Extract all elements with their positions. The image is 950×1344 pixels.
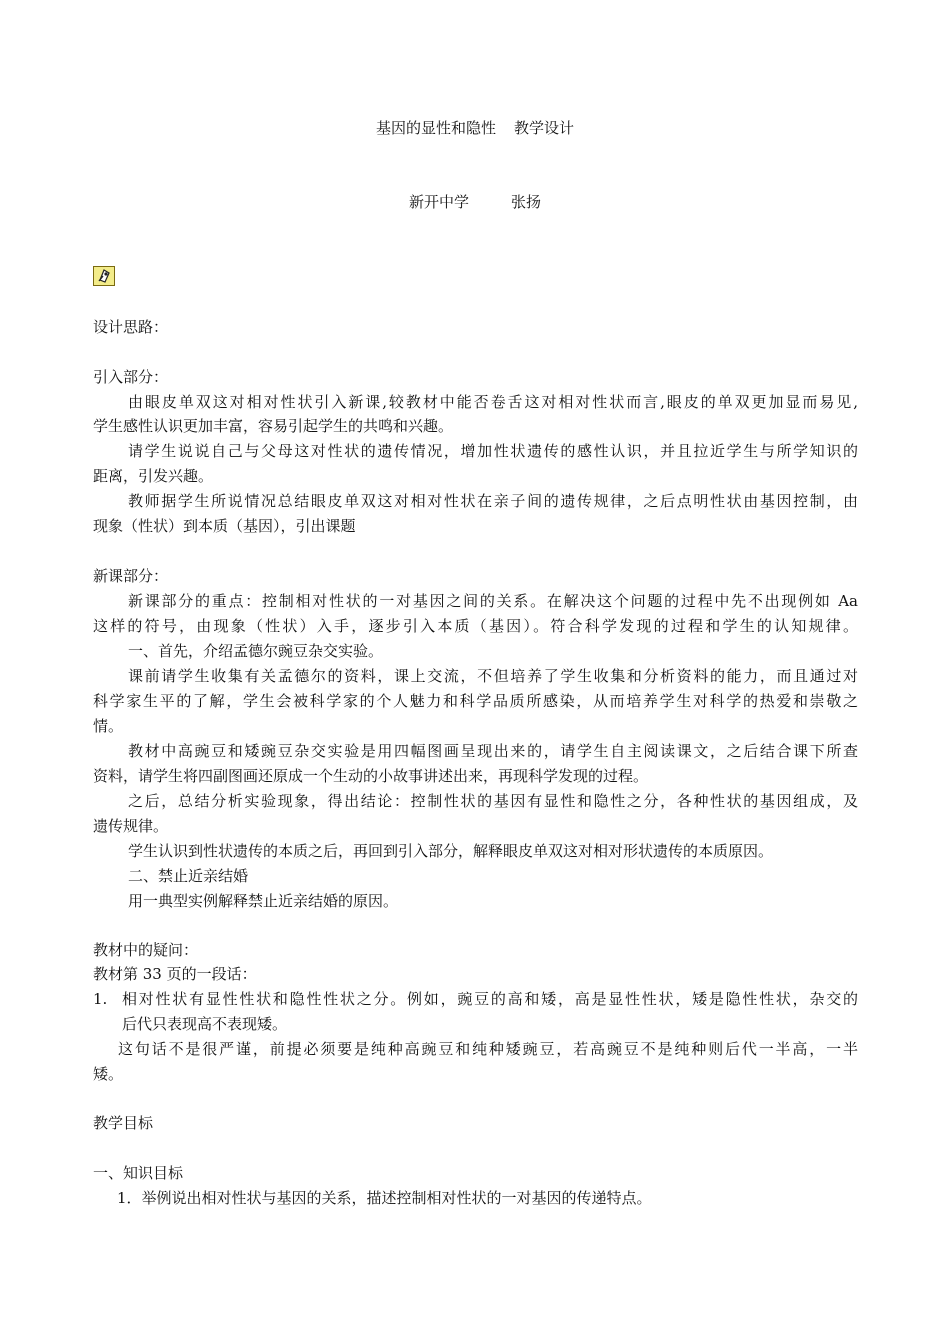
new-lesson-line-6: 情。 [93, 717, 124, 735]
doubts-heading: 教材中的疑问： [93, 941, 199, 959]
knowledge-item-1: 1．举例说出相对性状与基因的关系，描述控制相对性状的一对基因的传递特点。 [117, 1189, 652, 1207]
design-heading: 设计思路： [93, 318, 169, 336]
intro-line-5: 教师据学生所说情况总结眼皮单双这对相对性状在亲子间的遗传规律，之后点明性状由基因控制，由 [128, 492, 858, 510]
new-lesson-heading: 新课部分： [93, 567, 169, 585]
new-lesson-line-3: 一、首先，介绍孟德尔豌豆杂交实验。 [128, 642, 384, 660]
new-lesson-line-4: 课前请学生收集有关孟德尔的资料，课上交流，不但培养了学生收集和分析资料的能力，而且通过对 [128, 667, 858, 685]
intro-line-1: 由眼皮单双这对相对性状引入新课,较教材中能否卷舌这对相对性状而言,眼皮的单双更加显而易见, [128, 393, 858, 411]
doubts-comment-line-2: 矮。 [93, 1065, 124, 1083]
doubts-comment-line-1: 这句话不是很严谨，前提必须要是纯种高豌豆和纯种矮豌豆，若高豌豆不是纯种则后代一半高，一半 [118, 1040, 858, 1058]
doubts-item-number: 1. [93, 990, 108, 1008]
new-lesson-line-11: 学生认识到性状遗传的本质之后，再回到引入部分，解释眼皮单双这对相对形状遗传的本质原因。 [128, 842, 774, 860]
new-lesson-line-12: 二、禁止近亲结婚 [128, 867, 249, 885]
doubts-item-line-2: 后代只表现高不表现矮。 [122, 1015, 288, 1033]
document-title [0, 116, 950, 141]
title-suffix: 教学设计 [514, 119, 575, 137]
new-lesson-line-1: 新课部分的重点：控制相对性状的一对基因之间的关系。在解决这个问题的过程中先不出现例如 Aa [128, 592, 858, 610]
new-lesson-line-5: 科学家生平的了解，学生会被科学家的个人魅力和科学品质所感染，从而培养学生对科学的热爱和崇敬之 [93, 692, 858, 710]
embedded-object-icon[interactable] [93, 266, 115, 286]
objectives-heading: 教学目标 [93, 1114, 154, 1132]
new-lesson-line-9: 之后，总结分析实验现象，得出结论：控制性状的基因有显性和隐性之分，各种性状的基因组成，及 [128, 792, 858, 810]
intro-line-6: 现象（性状）到本质（基因），引出课题 [93, 517, 356, 535]
intro-line-4: 距离，引发兴趣。 [93, 467, 214, 485]
intro-heading: 引入部分： [93, 368, 169, 386]
new-lesson-line-10: 遗传规律。 [93, 817, 169, 835]
new-lesson-line-7: 教材中高豌豆和矮豌豆杂交实验是用四幅图画呈现出来的，请学生自主阅读课文，之后结合课下所查 [128, 742, 858, 760]
author-name: 张扬 [511, 193, 542, 211]
title-main: 基因的显性和隐性 [375, 119, 496, 137]
doubts-source: 教材第 33 页的一段话： [93, 965, 257, 983]
doubts-item-line-1: 相对性状有显性性状和隐性性状之分。例如，豌豆的高和矮，高是显性性状，矮是隐性性状，杂交的 [122, 990, 858, 1008]
new-lesson-line-8: 资料，请学生将四副图画还原成一个生动的小故事讲述出来，再现科学发现的过程。 [93, 767, 649, 785]
intro-line-2: 学生感性认识更加丰富，容易引起学生的共鸣和兴趣。 [93, 417, 454, 435]
new-lesson-line-13: 用一典型实例解释禁止近亲结婚的原因。 [128, 892, 399, 910]
school-name: 新开中学 [408, 193, 469, 211]
knowledge-heading: 一、知识目标 [93, 1164, 184, 1182]
intro-line-3: 请学生说说自己与父母这对性状的遗传情况，增加性状遗传的感性认识，并且拉近学生与所学知识的 [128, 442, 858, 460]
byline [0, 190, 950, 215]
new-lesson-line-2: 这样的符号，由现象（性状）入手，逐步引入本质（基因）。符合科学发现的过程和学生的认知规律。 [93, 617, 858, 635]
